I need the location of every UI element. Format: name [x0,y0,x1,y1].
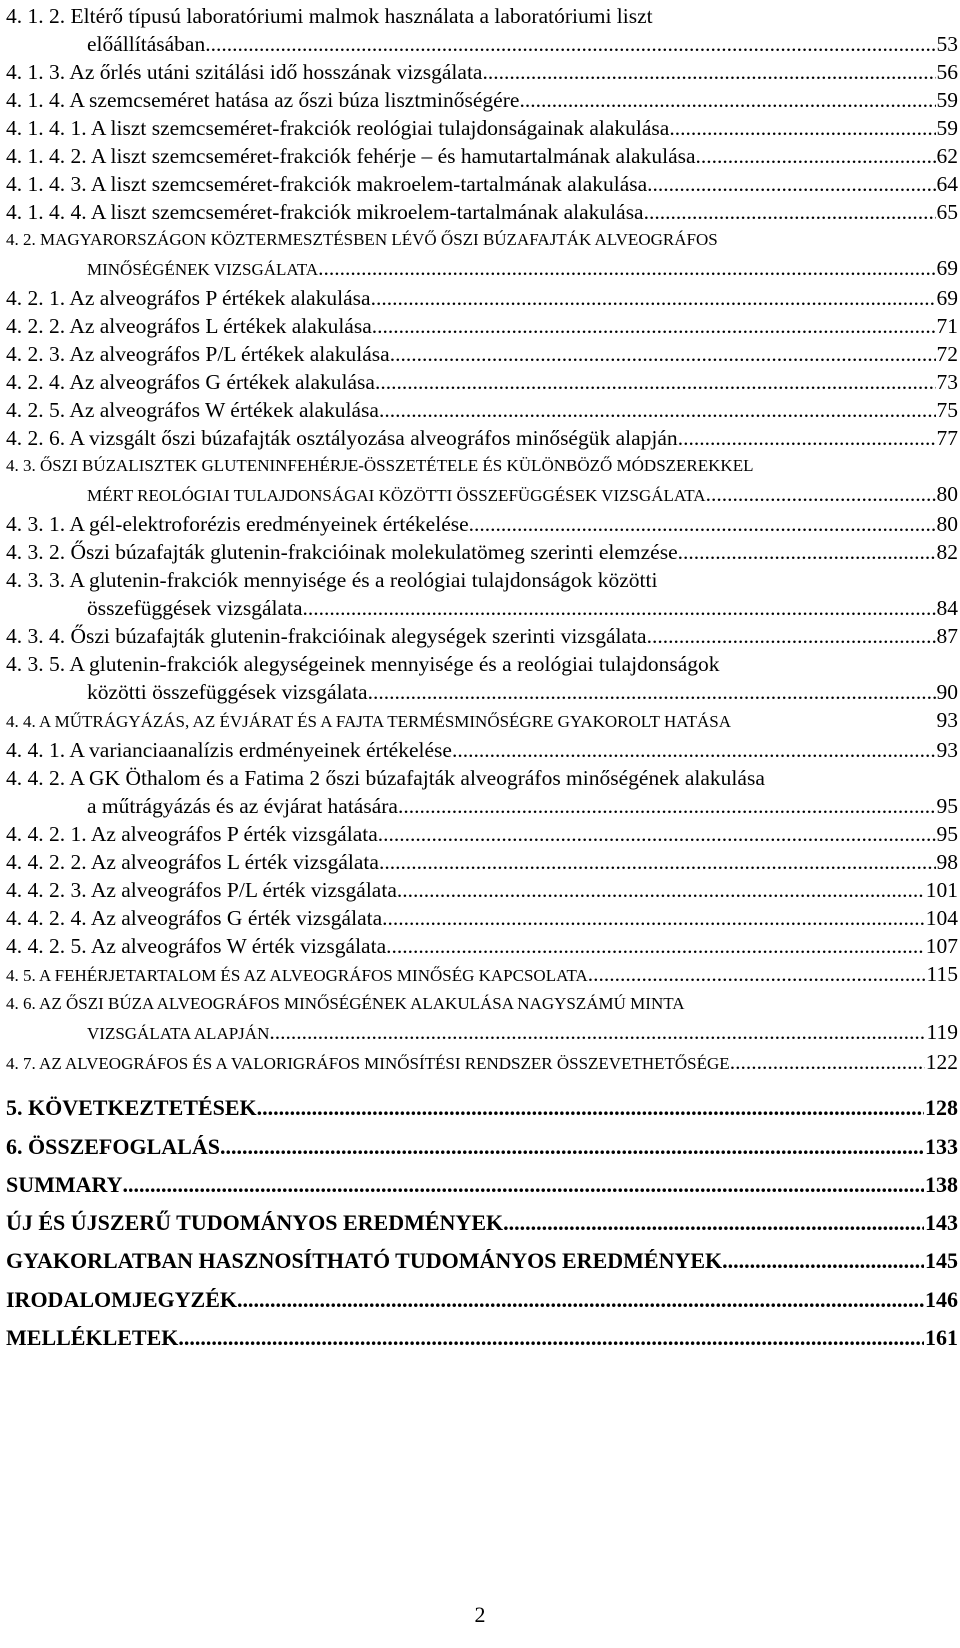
toc-entry-4-1-4-3[interactable]: 4. 1. 4. 3. A liszt szemcseméret-frakciók makroelem-tartalmának alakulása ..... 64 [6,170,958,198]
leader-dots [452,736,936,764]
leader-dots [397,876,925,904]
leader-dots [647,170,935,198]
toc-entry-4-4-2-5[interactable]: 4. 4. 2. 5. Az alveográfos W érték vizsgálata ..... 107 [6,932,958,960]
toc-entry-4-4-2-2[interactable]: 4. 4. 2. 2. Az alveográfos L érték vizsgálata ..... 98 [6,848,958,876]
toc-entry-4-4-2-line1[interactable]: 4. 4. 2. A GK Öthalom és a Fatima 2 őszi búzafajták alveográfos minőségének alakulása [6,766,765,790]
toc-chapter-5[interactable]: 5. KÖVETKEZTETÉSEK ..... 128 [6,1091,958,1124]
leader-dots [678,424,936,452]
toc-entry-4-2-1[interactable]: 4. 2. 1. Az alveográfos P értékek alakulása ..... 69 [6,284,958,312]
toc-entry-4-4-2-4[interactable]: 4. 4. 2. 4. Az alveográfos G érték vizsgálata ..... 104 [6,904,958,932]
page-number: 2 [474,1602,486,1627]
toc-entry-4-3-2[interactable]: 4. 3. 2. Őszi búzafajták glutenin-frakcióinak molekulatömeg szerinti elemzése ..... 82 [6,538,958,566]
leader-dots [303,594,936,622]
toc-chapter-summary[interactable]: SUMMARY ..... 138 [6,1168,958,1201]
leader-dots [123,1168,924,1201]
toc-entry-4-3-1[interactable]: 4. 3. 1. A gél-elektroforézis eredményeinek értékelése ..... 80 [6,510,958,538]
toc-entry-4-2[interactable]: MINŐSÉGÉNEK VIZSGÁLATA ..... 69 [6,254,958,284]
leader-dots [482,58,935,86]
toc-chapter-6[interactable]: 6. ÖSSZEFOGLALÁS ..... 133 [6,1130,958,1163]
toc-chapter-bibliography[interactable]: IRODALOMJEGYZÉK ..... 146 [6,1283,958,1316]
toc-entry-4-6[interactable]: VIZSGÁLATA ALAPJÁN ..... 119 [6,1018,958,1048]
toc-entry-4-3-line1[interactable]: 4. 3. ŐSZI BÚZALISZTEK GLUTENINFEHÉRJE-ÖSSZETÉTELE ÉS KÜLÖNBÖZŐ MÓDSZEREKKEL [6,456,754,475]
leader-dots [386,932,925,960]
toc-entry-4-1-4-2[interactable]: 4. 1. 4. 2. A liszt szemcseméret-frakciók fehérje – és hamutartalmának alakulása ..... 62 [6,142,958,170]
toc-entry-4-2-2[interactable]: 4. 2. 2. Az alveográfos L értékek alakulása ..... 71 [6,312,958,340]
leader-dots [237,1283,924,1316]
leader-dots [669,114,935,142]
toc-entry-4-2-6[interactable]: 4. 2. 6. A vizsgált őszi búzafajták osztályozása alveográfos minőségük alapján ..... 77 [6,424,958,452]
toc-chapter-new-results[interactable]: ÚJ ÉS ÚJSZERŰ TUDOMÁNYOS EREDMÉNYEK ..... 143 [6,1206,958,1239]
leader-dots [178,1321,924,1354]
toc-entry-4-4-2-1[interactable]: 4. 4. 2. 1. Az alveográfos P érték vizsgálata ..... 95 [6,820,958,848]
toc-chapter-appendices[interactable]: MELLÉKLETEK ..... 161 [6,1321,958,1354]
leader-dots [257,1091,924,1124]
leader-dots [269,1018,925,1046]
leader-dots [730,1048,925,1076]
leader-dots [382,904,925,932]
toc-entry-4-4-1[interactable]: 4. 4. 1. A varianciaanalízis erdményeinek értékelése ..... 93 [6,736,958,764]
toc-entry-4-2-5[interactable]: 4. 2. 5. Az alveográfos W értékek alakulása ..... 75 [6,396,958,424]
toc-entry-4-1-2-line1[interactable]: 4. 1. 2. Eltérő típusú laboratóriumi malmok használata a laboratóriumi liszt [6,4,653,28]
toc-entry-4-1-3[interactable]: 4. 1. 3. Az őrlés utáni szitálási idő hosszának vizsgálata ..... 56 [6,58,958,86]
leader-dots [378,820,936,848]
toc-entry-4-2-4[interactable]: 4. 2. 4. Az alveográfos G értékek alakulása ..... 73 [6,368,958,396]
toc-entry-4-1-4[interactable]: 4. 1. 4. A szemcseméret hatása az őszi búza lisztminőségére ..... 59 [6,86,958,114]
toc-entry-4-2-line1[interactable]: 4. 2. MAGYARORSZÁGON KÖZTERMESZTÉSBEN LÉVŐ ŐSZI BÚZAFAJTÁK ALVEOGRÁFOS [6,230,718,249]
leader-dots [706,480,936,508]
toc-entry-4-3-5[interactable]: közötti összefüggések vizsgálata ..... 90 [6,678,958,706]
leader-dots [696,142,936,170]
leader-dots [379,396,936,424]
toc-entry-4-3-4[interactable]: 4. 3. 4. Őszi búzafajták glutenin-frakcióinak alegységek szerinti vizsgálata ..... 87 [6,622,958,650]
toc-entry-4-3-3[interactable]: összefüggések vizsgálata ..... 84 [6,594,958,622]
leader-dots [318,254,935,282]
toc-entry-4-3-5-line1[interactable]: 4. 3. 5. A glutenin-frakciók alegységeinek mennyisége és a reológiai tulajdonságok [6,652,720,676]
toc-entry-4-7[interactable]: 4. 7. AZ ALVEOGRÁFOS ÉS A VALORIGRÁFOS MINŐSÍTÉSI RENDSZER ÖSSZEVETHETŐSÉGE ..... 122 [6,1048,958,1078]
leader-dots [503,1206,924,1239]
table-of-contents [6,2,958,1354]
toc-entry-4-6-line1[interactable]: 4. 6. AZ ŐSZI BÚZA ALVEOGRÁFOS MINŐSÉGÉNEK ALAKULÁSA NAGYSZÁMÚ MINTA [6,994,685,1013]
leader-dots [372,312,936,340]
toc-entry-4-4-2-3[interactable]: 4. 4. 2. 3. Az alveográfos P/L érték vizsgálata ..... 101 [6,876,958,904]
toc-entry-4-4[interactable]: 4. 4. A MŰTRÁGYÁZÁS, AZ ÉVJÁRAT ÉS A FAJTA TERMÉSMINŐSÉGRE GYAKOROLT HATÁSA 93 [6,708,958,732]
toc-entry-4-1-4-1[interactable]: 4. 1. 4. 1. A liszt szemcseméret-frakciók reológiai tulajdonságainak alakulása ..... 59 [6,114,958,142]
toc-entry-4-1-2[interactable]: előállításában ..... 53 [6,30,958,58]
toc-chapter-practical-results[interactable]: GYAKORLATBAN HASZNOSÍTHATÓ TUDOMÁNYOS EREDMÉNYEK ..... 145 [6,1244,958,1277]
leader-dots [368,678,936,706]
leader-dots [722,1244,924,1277]
leader-dots [390,340,936,368]
leader-dots [644,198,936,226]
section-gap [6,1078,958,1086]
leader-dots [519,86,935,114]
leader-dots [647,622,936,650]
leader-dots [678,538,936,566]
toc-entry-4-5[interactable]: 4. 5. A FEHÉRJETARTALOM ÉS AZ ALVEOGRÁFOS MINŐSÉG KAPCSOLATA ..... 115 [6,960,958,990]
leader-dots [220,1130,924,1163]
toc-entry-4-2-3[interactable]: 4. 2. 3. Az alveográfos P/L értékek alakulása ..... 72 [6,340,958,368]
toc-entry-4-3[interactable]: MÉRT REOLÓGIAI TULAJDONSÁGAI KÖZÖTTI ÖSSZEFÜGGÉSEK VIZSGÁLATA ..... 80 [6,480,958,510]
leader-dots [371,284,936,312]
leader-dots [398,792,936,820]
leader-dots [469,510,936,538]
leader-dots [588,960,926,988]
leader-dots [375,368,936,396]
leader-dots [205,30,935,58]
toc-entry-4-1-4-4[interactable]: 4. 1. 4. 4. A liszt szemcseméret-frakciók mikroelem-tartalmának alakulása ..... 65 [6,198,958,226]
toc-entry-4-3-3-line1[interactable]: 4. 3. 3. A glutenin-frakciók mennyisége és a reológiai tulajdonságok közötti [6,568,658,592]
leader-dots [379,848,936,876]
toc-entry-4-4-2[interactable]: a műtrágyázás és az évjárat hatására ..... 95 [6,792,958,820]
